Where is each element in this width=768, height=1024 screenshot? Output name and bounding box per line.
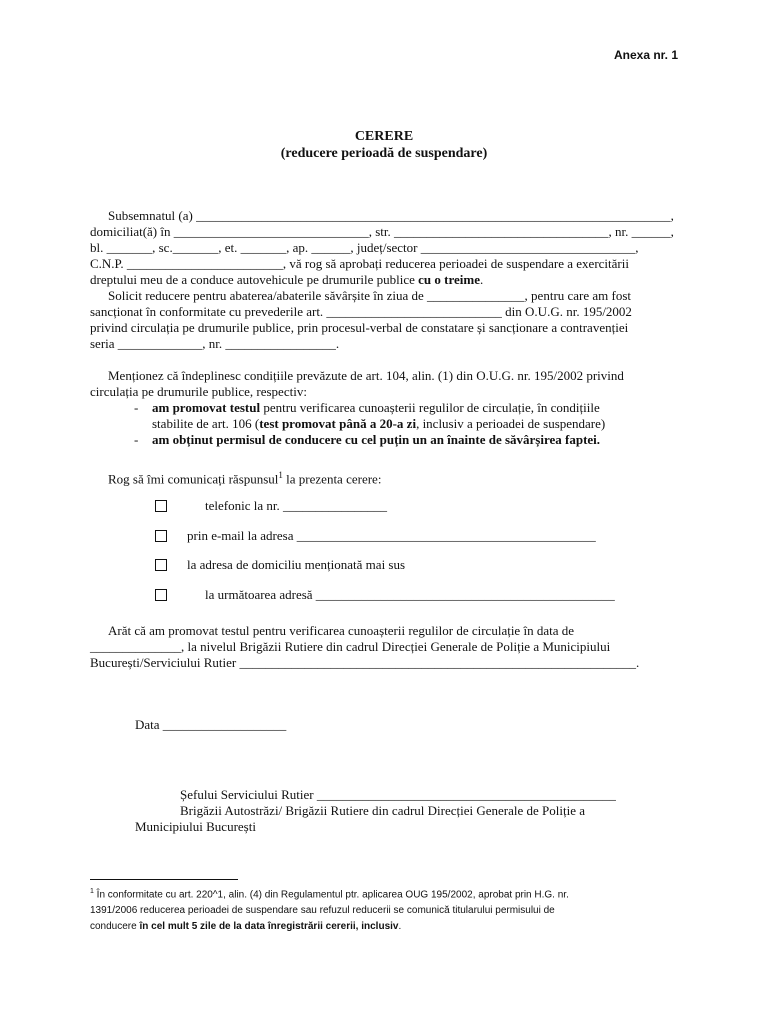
- footnote-line: $^1$ În conformitate cu art. 220^1, alin. (4) din Regulamentul ptr. aplicarea OUG 195/2002, aprobat prin H.G. nr.: [90, 888, 569, 901]
- response-request: Rog să îmi comunicați răspunsul$^1$ la prezenta cerere:: [108, 470, 382, 487]
- cnp-line: C.N.P. ________________________, vă rog să aprobați reducerea perioadei de suspendare a exercitării: [90, 256, 629, 271]
- document-title-block: [0, 128, 768, 162]
- test-passed-line-3: București/Serviciului Rutier _____________________________________________________________.: [90, 655, 640, 670]
- email-option-label: prin e-mail la adresa ______________________________________________: [187, 528, 596, 543]
- addressee-line-3: Municipiului București: [135, 819, 256, 834]
- condition-item-test-line-2: stabilite de art. 106 (test promovat până a 20-a zi, inclusiv a perioadei de suspendare): [152, 416, 606, 431]
- email-checkbox[interactable]: [155, 530, 167, 542]
- identity-line: Subsemnatul (a) _________________________________________________________________________,: [108, 208, 674, 223]
- sanction-article-line: sancționat în conformitate cu prevederile art. ___________________________ din O.U.G. nr. 195/2002: [90, 304, 632, 319]
- address-details-line: bl. _______, sc._______, et. _______, ap. ______, județ/sector _________________________________,: [90, 240, 639, 255]
- request-line: dreptului meu de a conduce autovehicule pe drumurile publice cu o treime.: [90, 272, 484, 287]
- document-title: CERERE: [354, 129, 414, 144]
- footnote-ref: 1: [278, 470, 283, 480]
- list-dash: -: [134, 432, 139, 447]
- other-address-checkbox[interactable]: [155, 589, 167, 601]
- document-subtitle: (reducere perioadă de suspendare): [280, 146, 488, 161]
- phone-checkbox[interactable]: [155, 500, 167, 512]
- annex-label: Anexa nr. 1: [613, 48, 678, 62]
- conditions-intro-line-2: circulația pe drumurile publice, respectiv:: [90, 384, 307, 399]
- test-passed-line-2: ______________, la nivelul Brigăzii Rutiere din cadrul Direcției Generale de Poliție a Municipiului: [90, 639, 611, 654]
- date-field: Data ___________________: [135, 717, 287, 732]
- home-address-option-label: la adresa de domiciliu menționată mai sus: [187, 557, 406, 572]
- addressee-block: [135, 787, 677, 835]
- home-address-checkbox[interactable]: [155, 559, 167, 571]
- footnote-line-2: 1391/2006 reducerea perioadei de suspendare sau refuzul reducerii se comunică titularului permisului de: [90, 905, 555, 917]
- footnote-marker: 1: [90, 888, 94, 895]
- footnote-line-3: conducere în cel mult 5 zile de la data înregistrării cererii, inclusiv.: [90, 921, 402, 933]
- conditions-intro-line: Menționez că îndeplinesc condițiile prevăzute de art. 104, alin. (1) din O.U.G. nr. 195/2002 privind: [108, 368, 624, 383]
- addressee-line-2: Brigăzii Autostrăzi/ Brigăzii Rutiere din cadrul Direcției Generale de Poliție a: [180, 803, 586, 818]
- conditions-paragraph: [90, 368, 677, 448]
- list-dash: -: [134, 400, 139, 415]
- addressee-line: Șefului Serviciului Rutier ______________________________________________: [180, 787, 616, 802]
- offense-date-line: Solicit reducere pentru abaterea/abaterile săvârșite în ziua de _______________, pentru care am fost: [108, 288, 632, 303]
- sanction-report-line: privind circulația pe drumurile publice, prin procesul-verbal de constatare și sancționare a contravenției: [90, 320, 629, 335]
- condition-item-license: - am obținut permisul de conducere cu cel puțin un an înainte de săvârșirea faptei.: [134, 432, 601, 447]
- footnote-divider: [90, 879, 238, 880]
- condition-item-test: - am promovat testul pentru verificarea cunoașterii regulilor de circulație, în condițiile: [134, 400, 600, 415]
- address-line: domiciliat(ă) în ______________________________, str. _________________________________, nr. ______,: [90, 224, 674, 239]
- other-address-option-label: la următoarea adresă ______________________________________________: [205, 587, 615, 602]
- test-passed-paragraph: [90, 623, 677, 671]
- footnote: [90, 884, 677, 935]
- phone-option-label: telefonic la nr. ________________: [205, 498, 387, 513]
- test-passed-line: Arăt că am promovat testul pentru verificarea cunoașterii regulilor de circulație în data de: [108, 623, 574, 638]
- report-series-line: seria _____________, nr. _________________.: [90, 336, 340, 351]
- identity-paragraph: [90, 208, 677, 352]
